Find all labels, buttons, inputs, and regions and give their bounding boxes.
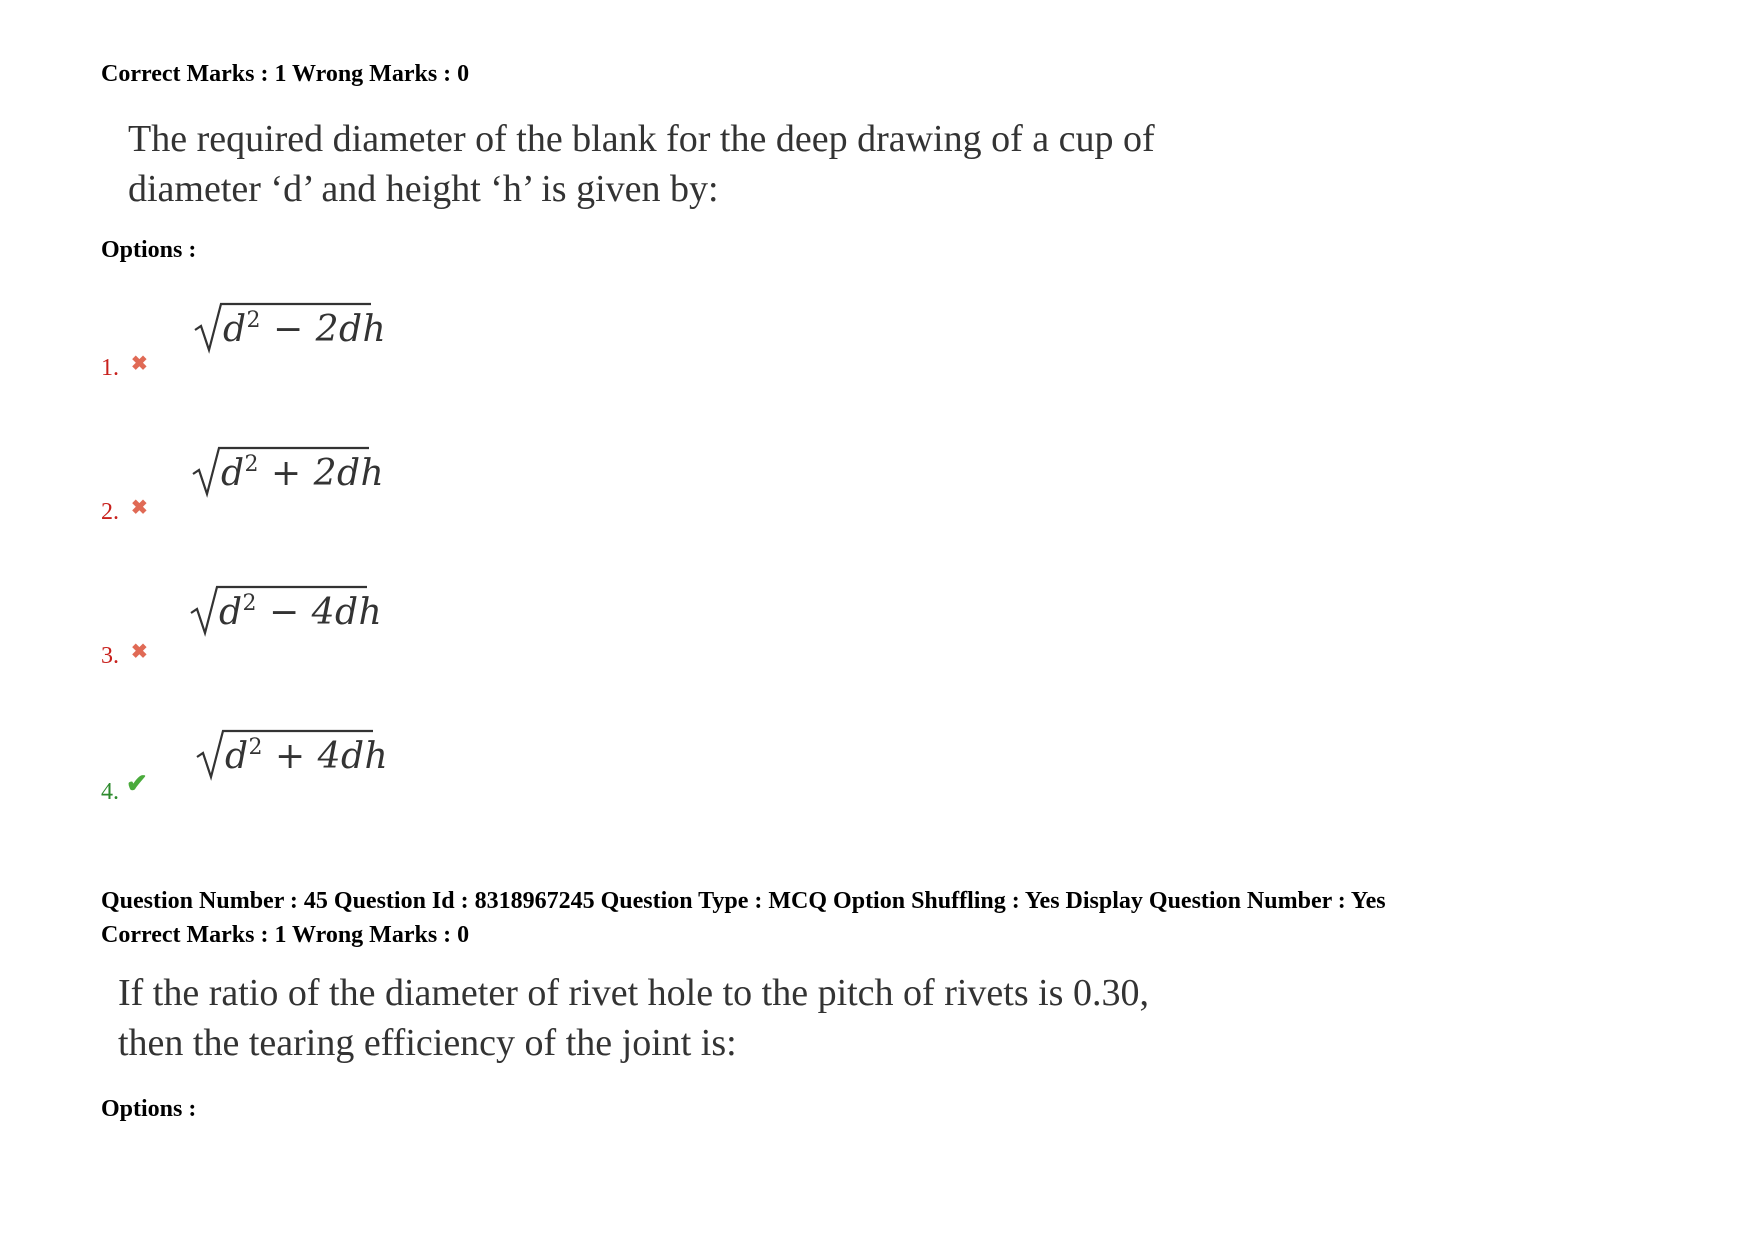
option-4-number: 4. bbox=[101, 779, 119, 805]
options-label: Options : bbox=[101, 1096, 197, 1122]
option-1-number: 1. bbox=[101, 355, 119, 381]
option-3-number: 3. bbox=[101, 643, 119, 669]
cross-icon: ✖ bbox=[131, 641, 148, 663]
question-text-line-1: If the ratio of the diameter of rivet hole to the pitch of rivets is 0.30, bbox=[118, 972, 1149, 1014]
question-header: Question Number : 45 Question Id : 8318967245 Question Type : MCQ Option Shuffling : Yes Display Question Number : Yes bbox=[101, 888, 1386, 914]
correct-wrong-marks: Correct Marks : 1 Wrong Marks : 0 bbox=[101, 922, 470, 948]
question-text-line-2: diameter ‘d’ and height ‘h’ is given by: bbox=[128, 168, 719, 210]
check-icon: ✔ bbox=[126, 769, 148, 798]
question-text-line-1: The required diameter of the blank for the deep drawing of a cup of bbox=[128, 118, 1155, 160]
correct-wrong-marks: Correct Marks : 1 Wrong Marks : 0 bbox=[101, 61, 470, 87]
question-text-line-2: then the tearing efficiency of the joint is: bbox=[118, 1022, 737, 1064]
cross-icon: ✖ bbox=[131, 497, 148, 519]
options-label: Options : bbox=[101, 237, 197, 263]
option-2-number: 2. bbox=[101, 499, 119, 525]
cross-icon: ✖ bbox=[131, 353, 148, 375]
